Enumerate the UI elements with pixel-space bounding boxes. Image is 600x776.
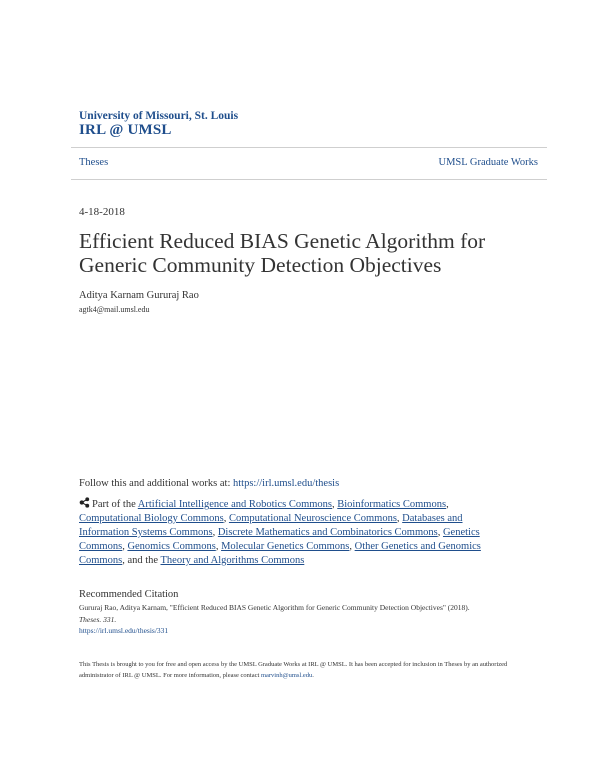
commons-link[interactable]: Computational Biology Commons	[79, 513, 224, 524]
document-title: Efficient Reduced BIAS Genetic Algorithm for Generic Community Detection Objectives	[79, 229, 486, 277]
author-name: Aditya Karnam Gururaj Rao	[79, 290, 199, 301]
header-rule-bottom	[71, 179, 547, 180]
commons-link[interactable]: Genetics Commons	[79, 527, 480, 552]
theses-link[interactable]: Theses	[79, 157, 109, 168]
header-rule-top	[71, 147, 547, 148]
citation-series: Theses. 331.	[79, 614, 117, 624]
follow-prefix: Follow this and additional works at:	[79, 478, 231, 489]
footer-notice: This Thesis is brought to you for free and open access by the UMSL Graduate Works at IRL @ UMSL. It has been accepted for inclusion in Theses by an authorized administrator of IRL @ UMSL. For more information, please contact marvinh@umsl.edu.	[79, 661, 508, 679]
repository-name[interactable]: IRL @ UMSL	[79, 122, 172, 138]
commons-link[interactable]: Other Genetics and Genomics Commons	[79, 541, 481, 566]
network-icon	[79, 497, 90, 508]
contact-email-link[interactable]: marvinh@umsl.edu	[260, 672, 313, 679]
commons-link[interactable]: Discrete Mathematics and Combinatorics Commons	[217, 527, 438, 538]
university-name[interactable]: University of Missouri, St. Louis	[79, 110, 239, 122]
commons-link[interactable]: Bioinformatics Commons	[337, 499, 447, 510]
commons-link[interactable]: Molecular Genetics Commons	[221, 541, 350, 552]
footer-text: This Thesis is brought to you for free and open access by the UMSL Graduate Works at IRL @ UMSL. It has been accepted for inclusion in Theses by an authorized administrator of IRL @ UMSL. For more information, please contact	[79, 661, 508, 679]
commons-link[interactable]: Genomics Commons	[127, 541, 216, 552]
commons-link[interactable]: Theory and Algorithms Commons	[160, 555, 305, 566]
follow-url-link[interactable]: https://irl.umsl.edu/thesis	[233, 478, 340, 489]
part-of-commons: Part of the Artificial Intelligence and Robotics Commons, Bioinformatics Commons, Computational Biology Commons, Computational Neuroscience Commons, Databases and Information Systems Commons, Discrete Mathematics and Combinatorics Commons, Genetics Commons, Genomics Commons, Molecular Genetics Commons, Other Genetics and Genomics Commons, and the Theory and Algorithms Commons	[79, 499, 481, 566]
citation-block	[79, 602, 519, 637]
citation-url-link[interactable]: https://irl.umsl.edu/thesis/331	[79, 626, 169, 635]
commons-link[interactable]: Computational Neuroscience Commons	[228, 513, 397, 524]
follow-line	[79, 478, 339, 489]
recommended-citation-heading: Recommended Citation	[79, 589, 179, 600]
part-of-prefix: Part of the	[92, 499, 136, 510]
graduate-works-link[interactable]: UMSL Graduate Works	[438, 157, 538, 168]
commons-link[interactable]: Artificial Intelligence and Robotics Commons	[137, 499, 333, 510]
citation-text: Gururaj Rao, Aditya Karnam, "Efficient Reduced BIAS Genetic Algorithm for Generic Community Detection Objectives" (2018).	[79, 603, 470, 612]
author-email: agtk4@mail.umsl.edu	[79, 305, 150, 314]
publication-date: 4-18-2018	[79, 206, 125, 218]
commons-link[interactable]: Databases and Information Systems Commons	[79, 513, 463, 538]
